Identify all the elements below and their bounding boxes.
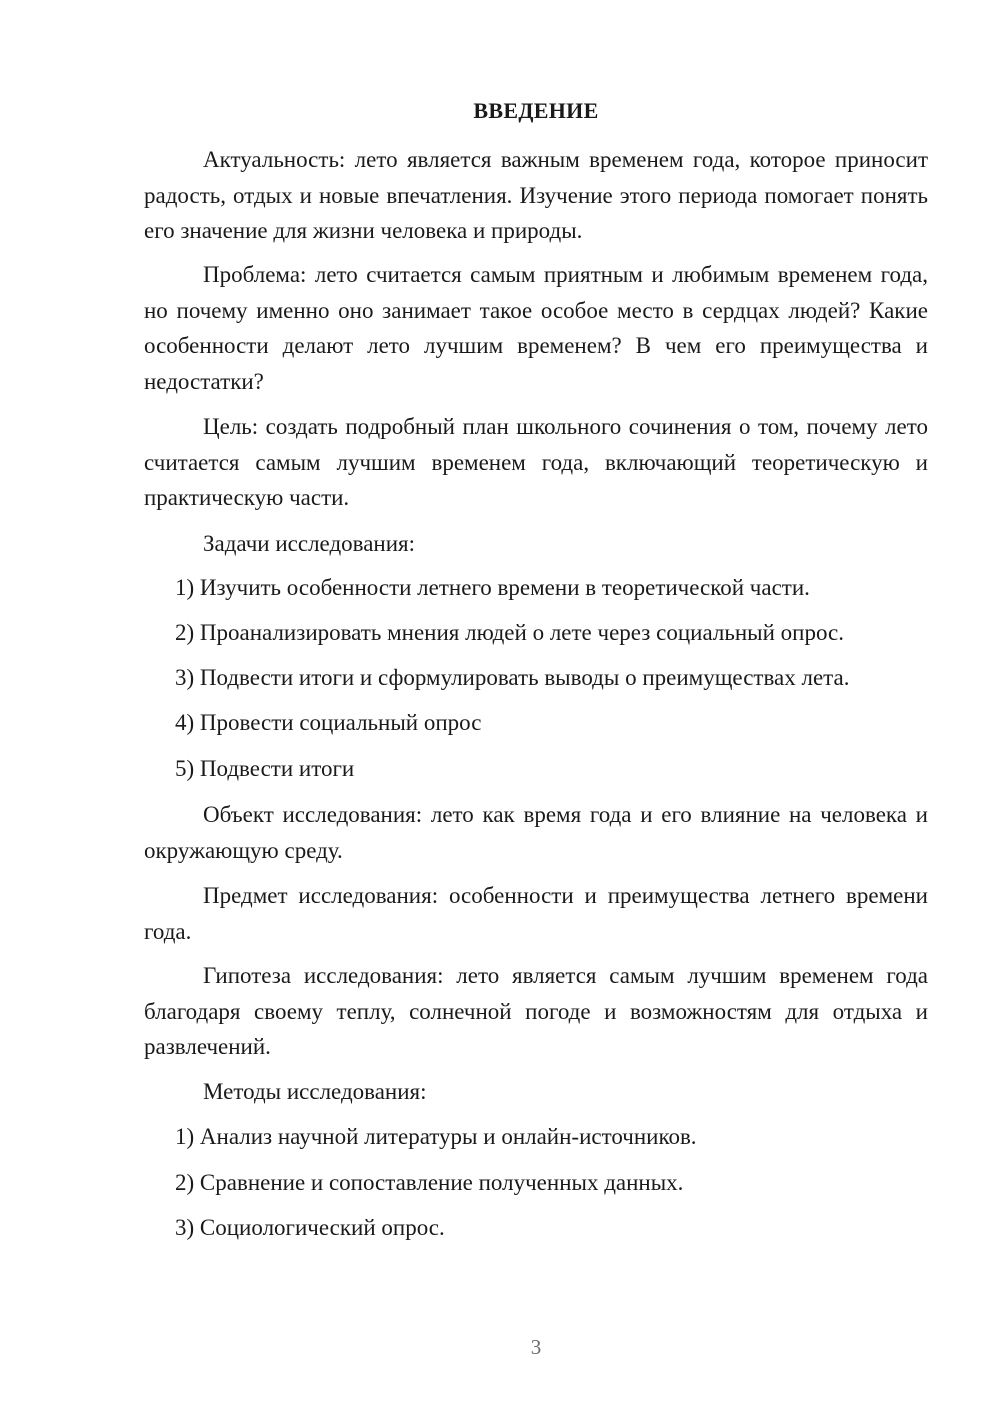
problem-paragraph: Проблема: лето считается самым приятным и любимым временем года, но почему именно оно занимает такое особое место в сердцах людей? Какие особенности делают лето лучшим временем? В чем его преимущества и недостатки? — [144, 262, 928, 394]
methods-heading: Методы исследования: — [203, 1079, 427, 1104]
object-paragraph: Объект исследования: лето как время года и его влияние на человека и окружающую среду. — [144, 802, 928, 863]
relevance-paragraph: Актуальность: лето является важным временем года, которое приносит радость, отдых и новые впечатления. Изучение этого периода помогает понять его значение для жизни человека и природы. — [144, 147, 928, 243]
hypothesis-paragraph: Гипотеза исследования: лето является самым лучшим временем года благодаря своему теплу, солнечной погоде и возможностям для отдыха и развлечений. — [144, 963, 928, 1059]
subject-paragraph: Предмет исследования: особенности и преимущества летнего времени года. — [144, 883, 928, 944]
task-item: 2) Проанализировать мнения людей о лете через социальный опрос. — [175, 620, 844, 645]
goal-paragraph: Цель: создать подробный план школьного сочинения о том, почему лето считается самым лучшим временем года, включающий теоретическую и практическую части. — [144, 414, 928, 510]
method-item: 1) Анализ научной литературы и онлайн-источников. — [175, 1124, 697, 1149]
method-item: 2) Сравнение и сопоставление полученных данных. — [175, 1170, 684, 1195]
task-item: 5) Подвести итоги — [175, 756, 355, 781]
task-item: 4) Провести социальный опрос — [175, 710, 482, 735]
method-item: 3) Социологический опрос. — [175, 1215, 445, 1240]
section-title: ВВЕДЕНИЕ — [473, 98, 599, 123]
tasks-heading: Задачи исследования: — [203, 531, 416, 556]
task-item: 1) Изучить особенности летнего времени в теоретической части. — [175, 575, 810, 600]
page-number: 3 — [530, 1335, 542, 1359]
task-item: 3) Подвести итоги и сформулировать выводы о преимуществах лета. — [175, 665, 850, 690]
